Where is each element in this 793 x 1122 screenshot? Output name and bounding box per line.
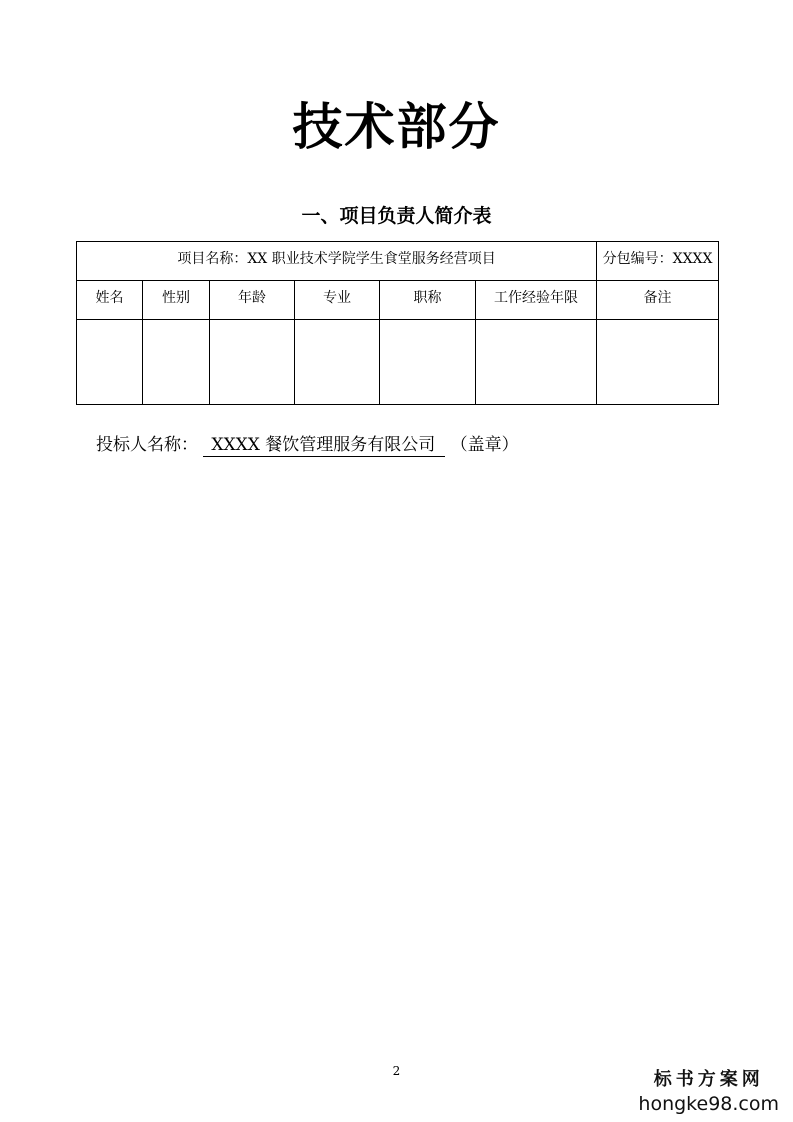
header-experience-years: 工作经验年限 bbox=[476, 281, 597, 320]
bidder-label: 投标人名称： bbox=[96, 435, 198, 455]
project-leader-table bbox=[76, 241, 719, 405]
cell-remarks bbox=[597, 320, 719, 405]
header-gender: 性别 bbox=[143, 281, 210, 320]
seal-note: （盖章） bbox=[450, 435, 519, 455]
bidder-name: XXXX 餐饮管理服务有限公司 bbox=[203, 434, 445, 457]
section-title: 一、项目负责人简介表 bbox=[301, 205, 492, 227]
cell-major bbox=[295, 320, 380, 405]
watermark-logo bbox=[638, 1068, 779, 1116]
header-age: 年龄 bbox=[210, 281, 295, 320]
table-row bbox=[77, 320, 719, 405]
table-header-row bbox=[77, 281, 719, 320]
header-remarks: 备注 bbox=[597, 281, 719, 320]
page-title: 技术部分 bbox=[292, 98, 501, 156]
package-number-cell: 分包编号：XXXX bbox=[597, 242, 719, 281]
cell-title bbox=[380, 320, 476, 405]
header-name: 姓名 bbox=[77, 281, 143, 320]
header-title: 职称 bbox=[380, 281, 476, 320]
header-major: 专业 bbox=[295, 281, 380, 320]
page-number: 2 bbox=[392, 1064, 401, 1078]
cell-name bbox=[77, 320, 143, 405]
watermark-chinese: 标书方案网 bbox=[653, 1069, 764, 1090]
cell-gender bbox=[143, 320, 210, 405]
project-name-cell: 项目名称：XX 职业技术学院学生食堂服务经营项目 bbox=[77, 242, 597, 281]
bidder-line bbox=[96, 432, 519, 458]
project-row bbox=[77, 242, 719, 281]
watermark-url: hongke98.com bbox=[638, 1093, 779, 1115]
cell-experience-years bbox=[476, 320, 597, 405]
cell-age bbox=[210, 320, 295, 405]
